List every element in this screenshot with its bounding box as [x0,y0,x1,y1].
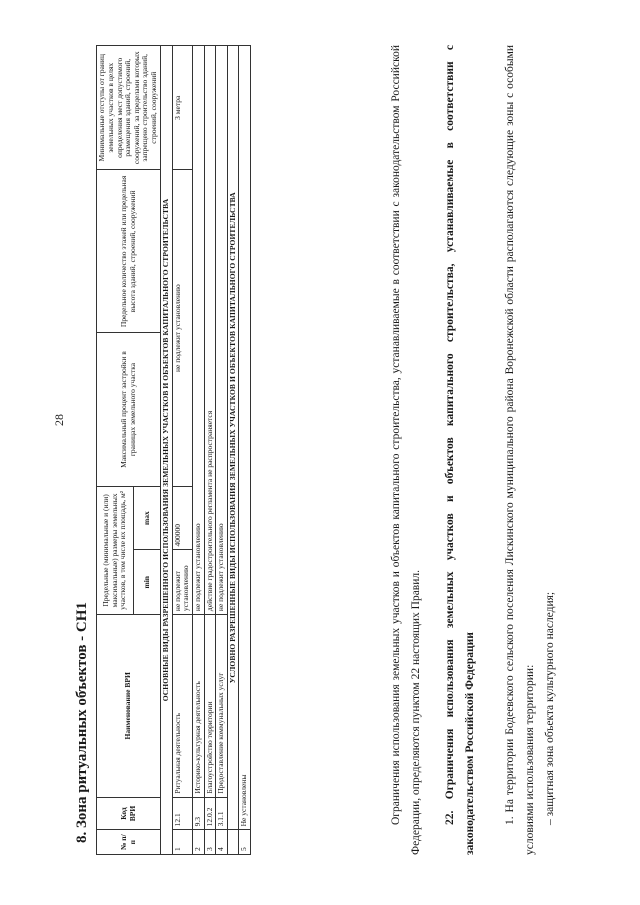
section-conditional-title: УСЛОВНО РАЗРЕШЕННЫЕ ВИДЫ ИСПОЛЬЗОВАНИЯ ЗЕМЕЛЬНЫХ УЧАСТКОВ И ОБЪЕКТОВ КАПИТАЛЬНОГО СТРОИТЕЛЬСТВА [227,46,239,830]
header-code: Код ВРИ [97,797,161,830]
paragraph-zones: 1. На территории Бодеевского сельского поселения Лискинского муниципального района Воронежской области располагаются следующие зоны с особыми условиями использования территории: [504,45,536,855]
header-num: № п/п [97,830,161,855]
row-code: 9.3 [192,797,204,830]
header-max: max [134,486,161,550]
paragraph-restrictions: Ограничения использования земельных участков и объектов капитального строительства, устанавливаемые в соответствии с законодательством Российской Федерации, определяются пунктом 22 настоящих Правил. [390,45,422,855]
row-num: 2 [192,830,204,855]
row-percent: не подлежит установлению [172,170,192,486]
row-code: 12.0.2 [204,797,216,830]
section-main-title: ОСНОВНЫЕ ВИДЫ РАЗРЕШЕННОГО ИСПОЛЬЗОВАНИЯ ЗЕМЕЛЬНЫХ УЧАСТКОВ И ОБЪЕКТОВ КАПИТАЛЬНОГО СТРОИТЕЛЬСТВА [161,46,173,855]
table-row [204,46,216,855]
header-name: Наименование ВРИ [97,615,161,798]
header-min: min [134,550,161,615]
table-row [172,46,192,855]
row-merged-value: не подлежит установлению [216,46,228,615]
header-percent: Максимальный процент застройки в границах земельного участка [97,333,161,486]
row-min: не подлежит установлению [172,550,192,615]
row-offsets: 3 метра [172,46,192,171]
row-code: 12.1 [172,797,192,830]
row-name: Историко-культурная деятельность [192,615,204,798]
table-row [192,46,204,855]
table-row [216,46,228,855]
row-name: Не установлены [239,46,251,830]
vri-table [96,45,251,855]
table-header-row [97,46,134,855]
section-row-conditional [227,46,239,855]
paragraph-zone-item: – защитная зона объекта культурного наследия; [544,591,556,825]
row-merged-value: не подлежит установлению [192,46,204,615]
section-spacer [227,830,239,855]
header-floors: Предельное количество этажей или предельная высота зданий, строений, сооружений [97,170,161,333]
row-name: Ритуальная деятельность [172,615,192,798]
page-number: 28 [52,414,66,426]
row-merged-value: действие градостроительного регламента не распространяется [204,46,216,615]
row-name: Предоставление коммунальных услуг [216,615,228,798]
row-num: 3 [204,830,216,855]
row-num: 5 [239,830,251,855]
header-offsets: Минимальные отступы от границ земельных участков в целях определения мест допустимого размещения зданий, строений, сооружений, за пределами которых запрещено строительство зданий, строений, сооружений [97,46,161,171]
header-size-group: Предельные (минимальные и (или) максимальные) размеры земельных участков, в том числе их площадь, м² [97,486,134,614]
row-max: 400000 [172,486,192,550]
row-name: Благоустройство территории [204,615,216,798]
section-22-heading: 22. Ограничения использования земельных участков и объектов капитального строительства, устанавливаемые в соответствии с законодательством Российской Федерации [444,45,476,855]
zone-title: 8. Зона ритуальных объектов - СН1 [74,602,90,843]
table-row [239,46,251,855]
row-code: 3.1.1 [216,797,228,830]
row-num: 1 [172,830,192,855]
section-row-main [161,46,173,855]
row-num: 4 [216,830,228,855]
